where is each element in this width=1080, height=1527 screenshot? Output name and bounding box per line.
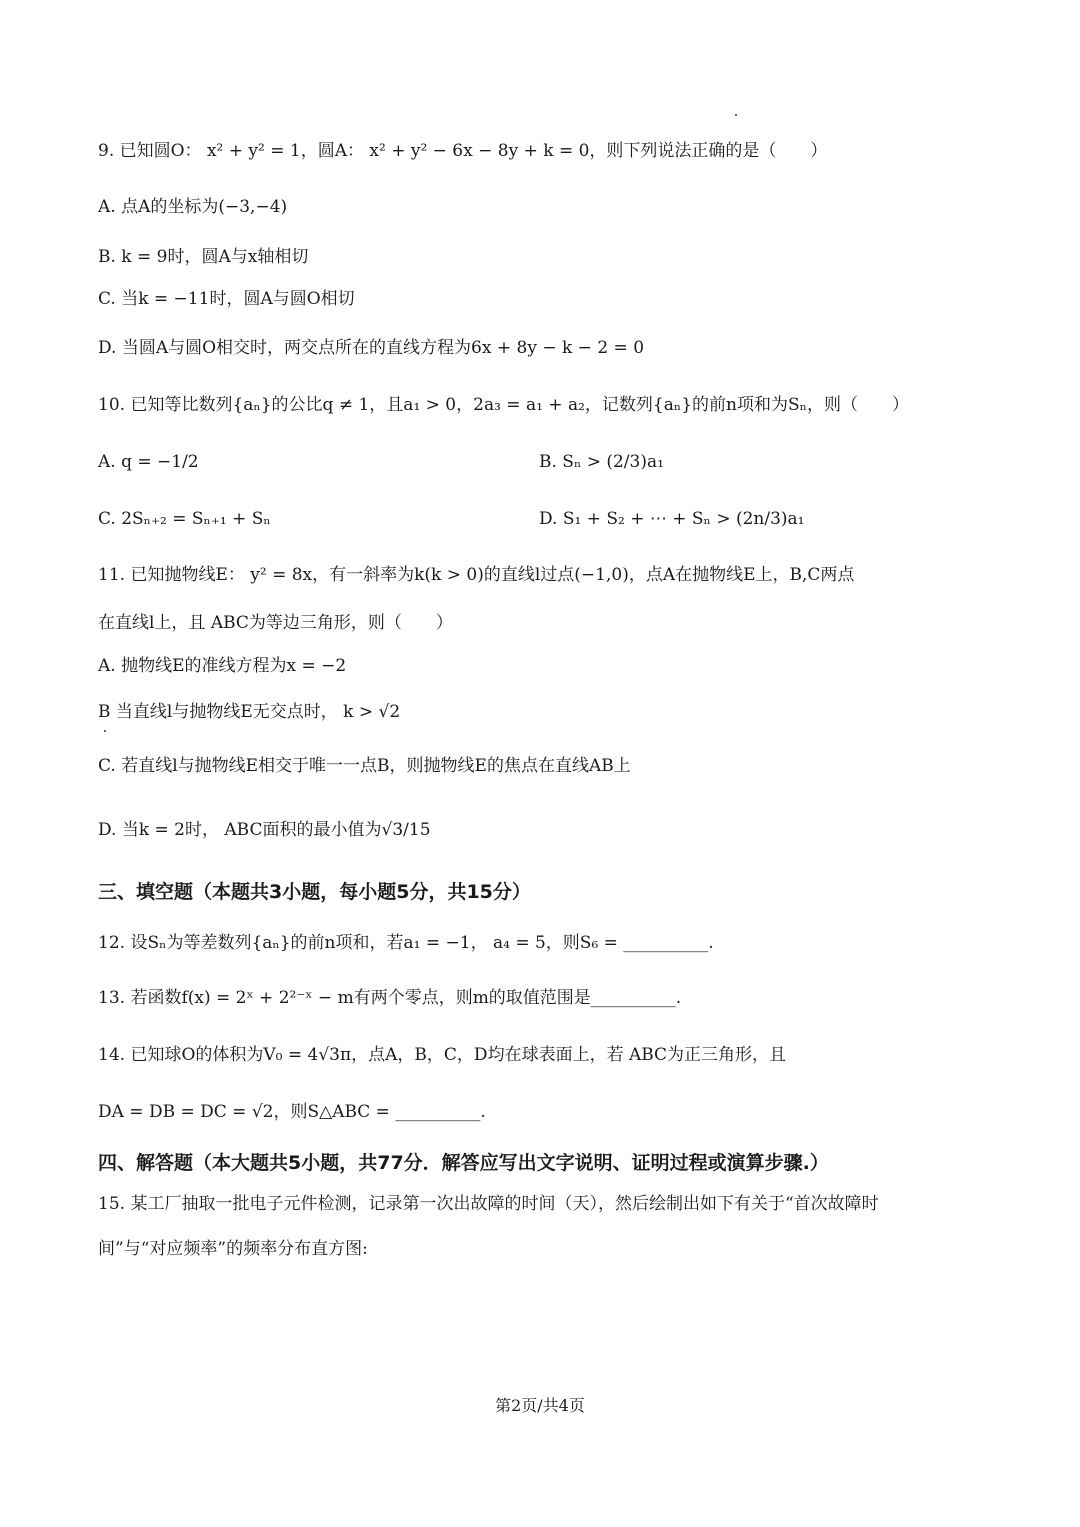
q10-option-a: A. q = −1/2 — [98, 452, 199, 472]
q14-line1: 14. 已知球O的体积为V₀ = 4√3π，点A，B，C，D均在球表面上，若 ABC为正三角形，且 — [98, 1045, 787, 1065]
q9-option-a: A. 点A的坐标为(−3,−4) — [98, 197, 288, 217]
q11-option-c: C. 若直线l与抛物线E相交于唯一一点B，则抛物线E的焦点在直线AB上 — [98, 756, 631, 776]
q11-stem-line2: 在直线l上，且 ABC为等边三角形，则（ ） — [98, 613, 453, 633]
top-dot — [735, 114, 737, 116]
q9-option-d: D. 当圆A与圆O相交时，两交点所在的直线方程为6x + 8y − k − 2 = 0 — [98, 338, 645, 358]
q9-option-c: C. 当k = −11时，圆A与圆O相切 — [98, 289, 355, 309]
q9-option-b: B. k = 9时，圆A与x轴相切 — [98, 247, 309, 267]
q11-option-b: B 当直线l与抛物线E无交点时， k > √2 — [98, 702, 401, 722]
q10-option-c: C. 2Sₙ₊₂ = Sₙ₊₁ + Sₙ — [98, 509, 271, 529]
section-3-heading: 三、填空题（本题共3小题，每小题5分，共15分） — [98, 881, 531, 903]
page-footer: 第2页/共4页 — [495, 1396, 585, 1415]
q11-option-d: D. 当k = 2时， ABC面积的最小值为√3/15 — [98, 820, 431, 840]
q14-line2: DA = DB = DC = √2，则S△ABC = __________. — [98, 1102, 486, 1122]
q9-stem: 9. 已知圆O： x² + y² = 1，圆A： x² + y² − 6x − 8y + k = 0，则下列说法正确的是（ ） — [98, 141, 828, 161]
section-4-heading: 四、解答题（本大题共5小题，共77分．解答应写出文字说明、证明过程或演算步骤.） — [98, 1152, 829, 1174]
q11-stem-line1: 11. 已知抛物线E： y² = 8x，有一斜率为k(k > 0)的直线l过点(−1,0)，点A在抛物线E上，B,C两点 — [98, 565, 855, 585]
q13: 13. 若函数f(x) = 2ˣ + 2²⁻ˣ − m有两个零点，则m的取值范围是__________. — [98, 988, 682, 1008]
q10-option-d: D. S₁ + S₂ + ⋯ + Sₙ > (2n/3)a₁ — [539, 509, 805, 529]
q15-line1: 15. 某工厂抽取一批电子元件检测，记录第一次出故障的时间（天），然后绘制出如下有关于“首次故障时 — [98, 1194, 879, 1214]
q12: 12. 设Sₙ为等差数列{aₙ}的前n项和，若a₁ = −1， a₄ = 5，则S₆ = __________. — [98, 933, 714, 953]
q10-option-b: B. Sₙ > (2/3)a₁ — [539, 452, 664, 472]
q11-option-b-dot — [104, 730, 106, 732]
q15-line2: 间”与“对应频率”的频率分布直方图: — [98, 1239, 368, 1259]
q11-option-a: A. 抛物线E的准线方程为x = −2 — [98, 656, 347, 676]
q10-stem: 10. 已知等比数列{aₙ}的公比q ≠ 1，且a₁ > 0，2a₃ = a₁ + a₂，记数列{aₙ}的前n项和为Sₙ，则（ ） — [98, 395, 909, 415]
